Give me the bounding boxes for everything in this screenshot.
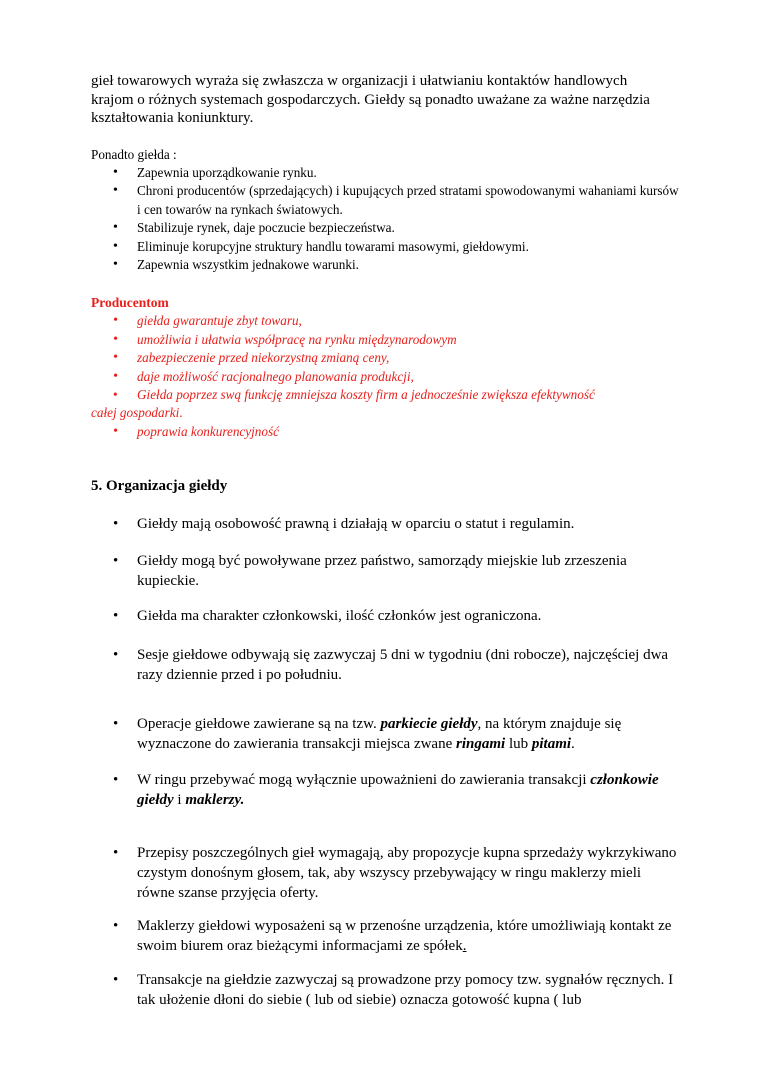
list-item: • Stabilizuje rynek, daje poczucie bezpieczeństwa. xyxy=(91,219,681,237)
org-list-7 xyxy=(91,843,681,903)
org-list-1 xyxy=(91,514,681,534)
list-item: • Giełdy mogą być powoływane przez państwo, samorządy miejskie lub zrzeszenia kupieckie. xyxy=(91,551,681,591)
bullet: • xyxy=(113,386,118,402)
text: Maklerzy giełdowi wyposażeni są w przenośne urządzenia, które umożliwiają kontakt ze swoim biurem oraz bieżącymi informacjami ze spółek xyxy=(137,918,672,954)
text: lub xyxy=(505,736,532,752)
ponadto-label: Ponadto giełda : xyxy=(91,146,177,162)
org-list-3 xyxy=(91,606,681,626)
list-item: • giełda gwarantuje zbyt towaru, xyxy=(91,312,681,330)
text: W ringu przebywać mogą wyłącznie upoważnieni do zawierania transakcji xyxy=(137,772,591,788)
list-item xyxy=(91,770,681,810)
org-list-8 xyxy=(91,916,681,956)
intro-line-2: krajom o różnych systemach gospodarczych. Giełdy są ponadto uważane za ważne narzędzia xyxy=(91,91,650,108)
list-item xyxy=(91,714,681,754)
term-pity: pitami xyxy=(531,736,572,752)
list-item: • zabezpieczenie przed niekorzystną zmianą ceny, xyxy=(91,349,681,367)
underlined-dot: . xyxy=(462,938,467,954)
term-ringi: ringami xyxy=(456,736,506,752)
intro-line-3: kształtowania koniunktury. xyxy=(91,110,254,126)
list-item: • umożliwia i ułatwia współpracę na rynku międzynarodowym xyxy=(91,331,681,349)
org-list-5 xyxy=(91,714,681,754)
org-list-4 xyxy=(91,645,681,685)
text: Operacje giełdowe zawierane są na tzw. xyxy=(137,716,381,732)
list-item: • poprawia konkurencyjność xyxy=(91,423,681,441)
org-list-2 xyxy=(91,551,681,591)
list-item-hanging xyxy=(91,386,681,423)
intro-paragraph xyxy=(91,72,681,128)
ponadto-list xyxy=(91,164,681,274)
list-item: • Zapewnia wszystkim jednakowe warunki. xyxy=(91,256,681,274)
list-item: • Giełdy mają osobowość prawną i działają w oparciu o statut i regulamin. xyxy=(91,514,681,534)
term-parkiet: parkiecie giełdy xyxy=(380,716,478,732)
list-item: • Transakcje na giełdzie zazwyczaj są prowadzone przy pomocy tzw. sygnałów ręcznych. I tak ułożenie dłoni do siebie ( lub od siebie) oznacza gotowość kupna ( lub xyxy=(91,970,681,1010)
list-item: • Chroni producentów (sprzedających) i kupujących przed stratami spowodowanymi wahaniami kursów i cen towarów na rynkach światowych. xyxy=(91,182,681,219)
hang-line-1: Giełda poprzez swą funkcję zmniejsza koszty firm a jednocześnie zwiększa efektywność xyxy=(137,386,595,402)
list-item: • Giełda ma charakter członkowski, ilość członków jest ograniczona. xyxy=(91,606,681,626)
intro-line-1: gieł towarowych wyraża się zwłaszcza w organizacji i ułatwianiu kontaktów handlowych xyxy=(91,73,628,89)
page-body xyxy=(91,72,681,441)
text: . xyxy=(571,736,575,752)
org-list-9 xyxy=(91,970,681,1010)
text: i xyxy=(173,792,186,808)
list-item: • Eliminuje korupcyjne struktury handlu towarami masowymi, giełdowymi. xyxy=(91,238,681,256)
list-item: • Przepisy poszczególnych gieł wymagają, aby propozycje kupna sprzedaży wykrzykiwano czystym donośnym głosem, tak, aby wszyscy przebywający w ringu maklerzy mieli równe szanse przyjęcia oferty. xyxy=(91,843,681,903)
list-item xyxy=(91,916,681,956)
term-maklerzy: maklerzy. xyxy=(185,792,245,808)
producentom-heading: Producentom xyxy=(91,295,169,311)
org-list-6 xyxy=(91,770,681,810)
hang-dot: . xyxy=(179,405,183,421)
term-czlonkowie: członkowie giełdy xyxy=(137,772,659,808)
hang-line-2: całej gospodarki xyxy=(91,405,180,421)
list-item: • Sesje giełdowe odbywają się zazwyczaj 5 dni w tygodniu (dni robocze), najczęściej dwa razy dziennie przed i po południu. xyxy=(91,645,681,685)
list-item: • daje możliwość racjonalnego planowania produkcji, xyxy=(91,368,681,386)
list-item: • Zapewnia uporządkowanie rynku. xyxy=(91,164,681,182)
text: , na którym znajduje się wyznaczone do zawierania transakcji miejsca zwane xyxy=(137,716,622,752)
section-title: 5. Organizacja giełdy xyxy=(91,478,228,494)
producentom-list xyxy=(91,312,681,441)
